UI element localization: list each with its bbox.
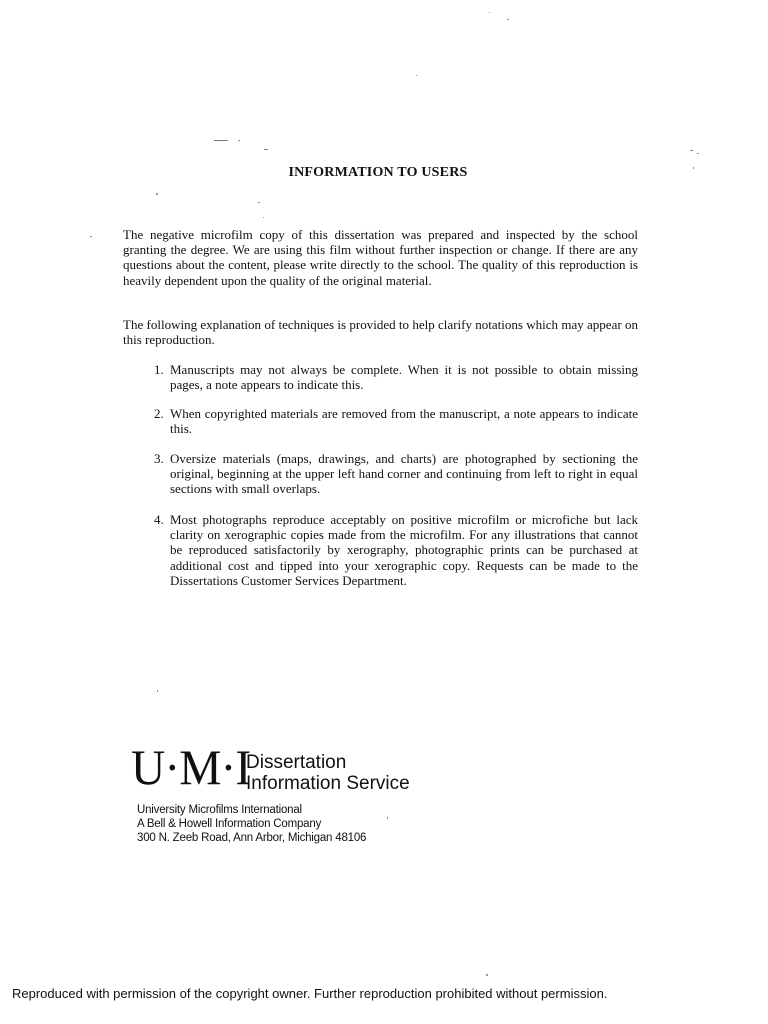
- publisher-address: [137, 803, 366, 845]
- intro-paragraph: The negative microfilm copy of this dissertation was prepared and inspected by the school granting the degree. We are using this film without further inspection or change. If there are any questions about the content, please write directly to the school. The quality of this reproduction is heavily dependent upon the quality of the original material.: [123, 227, 638, 288]
- list-item: [154, 362, 638, 392]
- service-line-1: Dissertation: [246, 752, 347, 773]
- scan-speck: [156, 193, 158, 195]
- umi-logo: [131, 739, 451, 798]
- address-line-2: A Bell & Howell Information Company: [137, 818, 322, 830]
- list-item-text: Oversize materials (maps, drawings, and charts) are photographed by sectioning the original, beginning at the upper left hand corner and continuing from left to right in equal sections with small overlaps.: [170, 451, 638, 497]
- scan-speck: [263, 217, 264, 218]
- scan-speck: [214, 140, 228, 141]
- address-line-1: University Microfilms International: [137, 804, 302, 816]
- explanation-paragraph: The following explanation of techniques is provided to help clarify notations which may appear on this reproduction.: [123, 317, 638, 348]
- scan-speck: [90, 236, 92, 237]
- scan-speck: [486, 974, 488, 976]
- address-line-3: 300 N. Zeeb Road, Ann Arbor, Michigan 48106: [137, 832, 367, 844]
- scan-speck: [264, 149, 268, 150]
- list-item-text: Most photographs reproduce acceptably on positive microfilm or microfiche but lack clarity on xerographic copies made from the microfilm. For any illustrations that cannot be reproduced satisfactorily by xerography, photographic prints can be purchased at additional cost and tipped into your xerographic copy. Requests can be made to the Dissertations Customer Services Department.: [170, 512, 638, 588]
- list-item: [154, 512, 638, 588]
- list-item-number: 4.: [154, 512, 164, 527]
- scan-speck: [238, 140, 240, 141]
- copyright-notice: Reproduced with permission of the copyright owner. Further reproduction prohibited without permission.: [12, 986, 608, 1001]
- scan-speck: [697, 153, 699, 154]
- list-item-text: Manuscripts may not always be complete. When it is not possible to obtain missing pages, a note appears to indicate this.: [170, 362, 638, 393]
- umi-service-name: [246, 752, 410, 794]
- list-item: [154, 451, 638, 497]
- scan-speck: [387, 817, 388, 819]
- scan-speck: [489, 12, 490, 13]
- page-title: INFORMATION TO USERS: [288, 165, 468, 180]
- scan-speck: [157, 690, 158, 692]
- list-item: [154, 406, 638, 436]
- scan-speck: [690, 150, 693, 151]
- scan-speck: [258, 202, 260, 203]
- list-item-number: 2.: [154, 406, 164, 421]
- scan-speck: [507, 19, 509, 20]
- list-item-text: When copyrighted materials are removed from the manuscript, a note appears to indicate this.: [170, 406, 638, 437]
- scan-speck: [416, 75, 417, 76]
- scan-speck: [693, 167, 694, 169]
- service-line-2: Information Service: [246, 773, 410, 794]
- umi-logo-mark: U·M·I: [131, 739, 251, 795]
- list-item-number: 3.: [154, 451, 164, 466]
- list-item-number: 1.: [154, 362, 164, 377]
